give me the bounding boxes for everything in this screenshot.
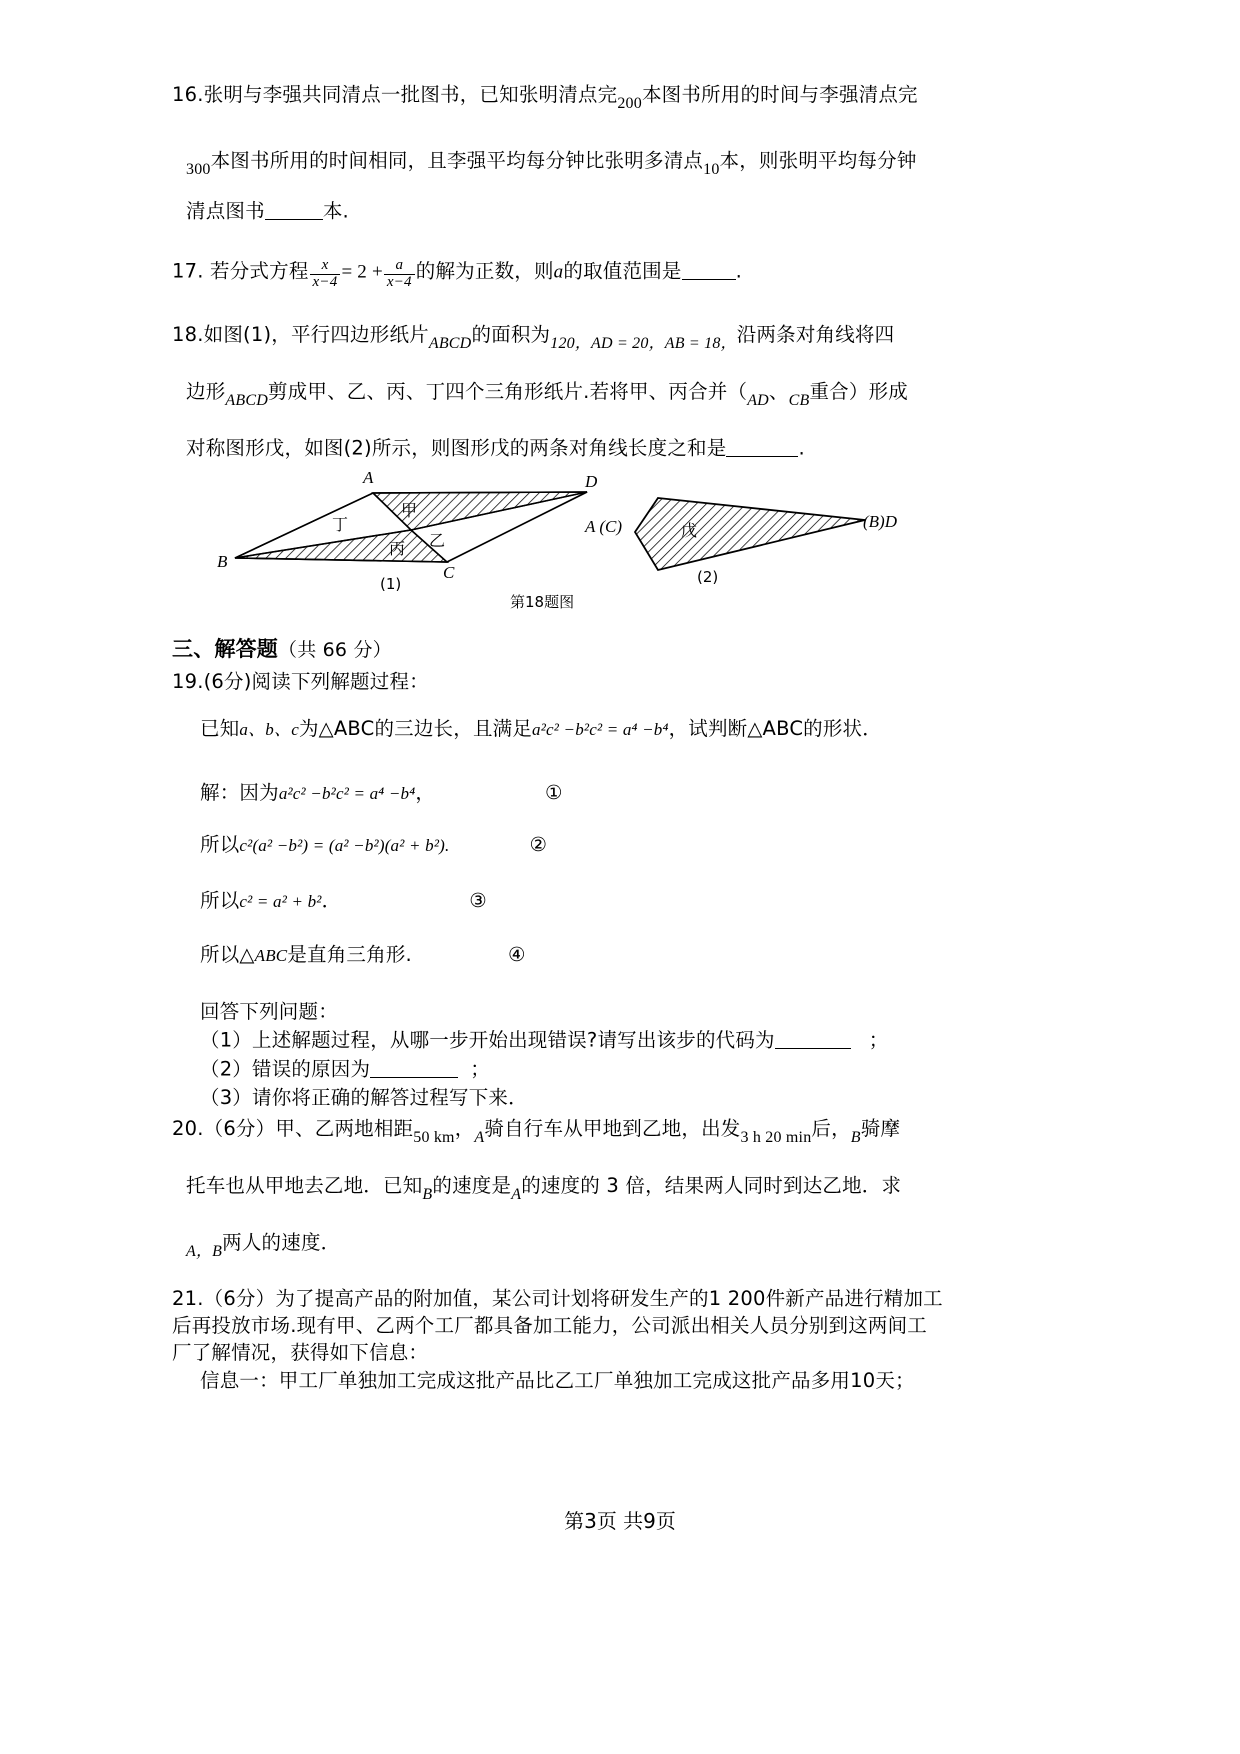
- q18-text-8: 对称图形戊，如图(2)所示，则图形戊的两条对角线长度之和是: [186, 436, 727, 460]
- q16-text-5: 清点图书: [186, 199, 265, 223]
- question-19-given: [200, 718, 882, 740]
- q19-step4-triangle: ABC: [254, 946, 288, 965]
- q20-person-a: A: [474, 1129, 485, 1146]
- q19-step4-pre: 所以△: [200, 943, 255, 966]
- q20-text-6: 托车也从甲地去乙地．已知: [186, 1174, 423, 1197]
- q16-number: 16.: [172, 83, 204, 106]
- section-3-score: （共 66 分）: [278, 639, 392, 661]
- q19-step1-post: ，: [415, 781, 436, 804]
- q19-given-post: ，试判断△ABC的形状．: [668, 717, 882, 740]
- q18-text-5: 剪成甲、乙、丙、丁四个三角形纸片.若将甲、丙合并（: [267, 380, 748, 403]
- question-18-figure: [215, 470, 915, 590]
- q18-text-2: 的面积为: [471, 323, 551, 346]
- question-20-line-2: [186, 1174, 902, 1203]
- question-19-prompt: [200, 1001, 338, 1023]
- figure-1-caption: (1): [380, 575, 402, 593]
- q17-text-4: .: [735, 259, 742, 283]
- q17-frac2-numerator: a: [395, 257, 404, 273]
- q19-given-mid: 为△ABC的三边长，且满足: [298, 717, 533, 740]
- q20-persons-ab: A，B: [186, 1243, 223, 1260]
- q16-value-300: 300: [186, 161, 211, 178]
- q18-text-7: 重合）形成: [809, 380, 908, 403]
- question-16-line-3: [186, 200, 349, 223]
- q17-fraction-right: [384, 258, 415, 291]
- question-21-line-3: [172, 1342, 428, 1364]
- q18-text-6: 、: [768, 380, 789, 403]
- q20-person-b-2: B: [422, 1186, 433, 1203]
- q17-answer-blank[interactable]: [682, 260, 736, 280]
- q19-sub1-blank[interactable]: [775, 1029, 851, 1049]
- q19-step1-mark: ①: [545, 781, 563, 804]
- q20-score: （6分）: [203, 1117, 276, 1140]
- question-18-line-3: [186, 437, 805, 460]
- q16-text-3: 本图书所用的时间相同，且李强平均每分钟比张明多清点: [210, 149, 704, 172]
- q16-text-6: 本.: [322, 199, 349, 223]
- figure1-label-ding: 丁: [332, 515, 349, 534]
- figure1-label-B: B: [217, 552, 228, 571]
- q20-text-2: ，: [454, 1117, 475, 1140]
- figure1-label-A: A: [363, 468, 374, 487]
- question-16-line-2: [186, 149, 917, 178]
- q18-parallelogram-name: ABCD: [428, 335, 472, 352]
- q19-sub1-text: （1）上述解题过程，从哪一步开始出现错误?请写出该步的代码为: [200, 1028, 775, 1052]
- question-19-step-1: [200, 782, 563, 804]
- question-18-line-1: [172, 323, 895, 352]
- q21-score: （6分）: [203, 1287, 276, 1310]
- figure1-label-C: C: [443, 563, 455, 582]
- q19-number: 19.(6分): [172, 670, 252, 693]
- q16-answer-blank[interactable]: [265, 200, 323, 220]
- q19-sub3-text: （3）请你将正确的解答过程写下来．: [200, 1086, 528, 1109]
- figure-svg: [215, 470, 915, 590]
- q16-value-10: 10: [703, 161, 720, 178]
- q19-step1-equation: a²c² −b²c² = a⁴ −b⁴: [278, 784, 416, 803]
- q19-sub2-end: ；: [470, 1057, 490, 1081]
- q17-frac1-denominator: x−4: [310, 274, 341, 291]
- q19-step4-post: 是直角三角形.: [287, 943, 412, 966]
- question-19-sub-3: [200, 1087, 528, 1109]
- q21-number: 21.: [172, 1287, 204, 1310]
- figure2-label-wu: 戊: [681, 521, 698, 540]
- q21-text-2: 后再投放市场.现有甲、乙两个工厂都具备加工能力，公司派出相关人员分别到这两间工: [172, 1314, 927, 1337]
- question-17-line: [172, 258, 742, 291]
- q21-text-4: 信息一：甲工厂单独加工完成这批产品比乙工厂单独加工完成这批产品多用10天；: [200, 1369, 915, 1392]
- question-16-line-1: [172, 83, 918, 112]
- q19-given-pre: 已知: [200, 717, 240, 740]
- q18-segment-ad: AD: [747, 392, 769, 409]
- q19-step3-post: ．: [321, 889, 342, 912]
- q17-frac1-numerator: x: [321, 257, 329, 273]
- q18-text-9: .: [798, 436, 805, 460]
- q17-text-1: 若分式方程: [210, 259, 309, 283]
- q20-text-4: 后，: [811, 1117, 851, 1140]
- q18-number: 18.: [172, 323, 204, 346]
- figure1-label-jia: 甲: [401, 501, 418, 520]
- q18-measures: 120，AD = 20，AB = 18，: [550, 335, 737, 352]
- q21-text-3: 厂了解情况，获得如下信息：: [172, 1341, 429, 1364]
- q17-text-3: 的取值范围是: [563, 259, 682, 283]
- q19-step3-equation: c² = a² + b²: [239, 892, 322, 911]
- q20-text-3: 骑自行车从甲地到乙地，出发: [484, 1117, 741, 1140]
- q18-quad-name: ABCD: [225, 392, 268, 409]
- q16-text-1: 张明与李强共同清点一批图书，已知张明清点完: [203, 83, 618, 106]
- figure2-label-BD: (B)D: [863, 512, 897, 531]
- q19-step4-mark: ④: [507, 943, 526, 966]
- q18-segment-cb: CB: [788, 392, 810, 409]
- figure1-label-yi: 乙: [429, 531, 446, 550]
- q20-text-1: 甲、乙两地相距: [275, 1117, 414, 1140]
- q19-step2-equation: c²(a² −b²) = (a² −b²)(a² + b²).: [239, 836, 450, 855]
- q20-text-7: 的速度是: [432, 1174, 512, 1197]
- question-19-step-3: [200, 890, 487, 912]
- question-19-sub-1: [200, 1029, 888, 1052]
- q19-sub2-text: （2）错误的原因为: [200, 1057, 371, 1081]
- page-footer-text: 第3页 共9页: [564, 1509, 676, 1533]
- q16-text-2: 本图书所用的时间与李强清点完: [641, 83, 918, 106]
- figure-overall-caption: 第18题图: [510, 593, 575, 611]
- question-19-sub-2: [200, 1058, 490, 1081]
- figure-2-kite: [635, 498, 865, 570]
- page-footer: [0, 1505, 1240, 1534]
- q20-time: 3 h 20 min: [740, 1129, 812, 1146]
- question-20-line-1: [172, 1117, 901, 1146]
- q20-text-5: 骑摩: [860, 1117, 901, 1140]
- section-3-title: 三、解答题: [172, 637, 278, 661]
- q19-step3-pre: 所以: [200, 889, 240, 912]
- question-21-info-1: [200, 1370, 915, 1392]
- section-3-heading: [172, 637, 392, 662]
- q19-step1-pre: 解：因为: [200, 781, 279, 804]
- q19-step3-mark: ③: [469, 889, 487, 912]
- question-19-step-4: [200, 944, 526, 966]
- q19-step2-pre: 所以: [200, 833, 240, 856]
- q19-given-equation: a²c² −b²c² = a⁴ −b⁴: [532, 720, 669, 739]
- question-21-line-2: [172, 1315, 927, 1337]
- q18-answer-blank[interactable]: [726, 437, 798, 457]
- q18-text-1: 如图(1)，平行四边形纸片: [203, 323, 429, 346]
- q20-text-8: 的速度的 3 倍，结果两人同时到达乙地．求: [521, 1174, 902, 1197]
- question-21-line-1: [172, 1288, 943, 1310]
- question-18-line-2: [186, 380, 908, 409]
- q17-number: 17.: [172, 259, 204, 283]
- q18-text-3: 沿两条对角线将四: [736, 323, 895, 346]
- q17-equals-plus: = 2 +: [341, 261, 383, 283]
- q19-step2-mark: ②: [529, 833, 548, 856]
- q19-given-vars: a、b、c: [239, 720, 299, 739]
- q17-fraction-left: [310, 258, 341, 291]
- figure-2-caption: (2): [697, 568, 719, 586]
- q20-text-9: 两人的速度．: [222, 1231, 341, 1254]
- q19-text-1: 阅读下列解题过程：: [251, 670, 429, 693]
- q21-text-1: 为了提高产品的附加值，某公司计划将研发生产的1 200件新产品进行精加工: [275, 1287, 943, 1310]
- q16-value-200: 200: [617, 95, 642, 112]
- q19-sub1-end: ；: [868, 1028, 889, 1052]
- question-19-line-1: [172, 671, 429, 693]
- q20-distance: 50 km: [413, 1129, 455, 1146]
- q19-prompt-text: 回答下列问题：: [200, 1000, 338, 1023]
- q20-person-b: B: [850, 1129, 861, 1146]
- question-20-line-3: [186, 1231, 341, 1260]
- figure2-label-AC: A (C): [585, 517, 622, 536]
- q16-text-4: 本，则张明平均每分钟: [719, 149, 917, 172]
- q17-frac2-denominator: x−4: [384, 274, 415, 291]
- figure1-label-bing: 丙: [389, 539, 406, 558]
- q20-number: 20.: [172, 1117, 204, 1140]
- q20-person-a-2: A: [511, 1186, 522, 1203]
- q18-text-4: 边形: [186, 380, 226, 403]
- q19-sub2-blank[interactable]: [370, 1058, 458, 1078]
- figure1-label-D: D: [585, 472, 598, 491]
- q17-variable-a: a: [553, 261, 564, 283]
- question-19-step-2: [200, 834, 547, 856]
- q17-text-2: 的解为正数，则: [415, 259, 554, 283]
